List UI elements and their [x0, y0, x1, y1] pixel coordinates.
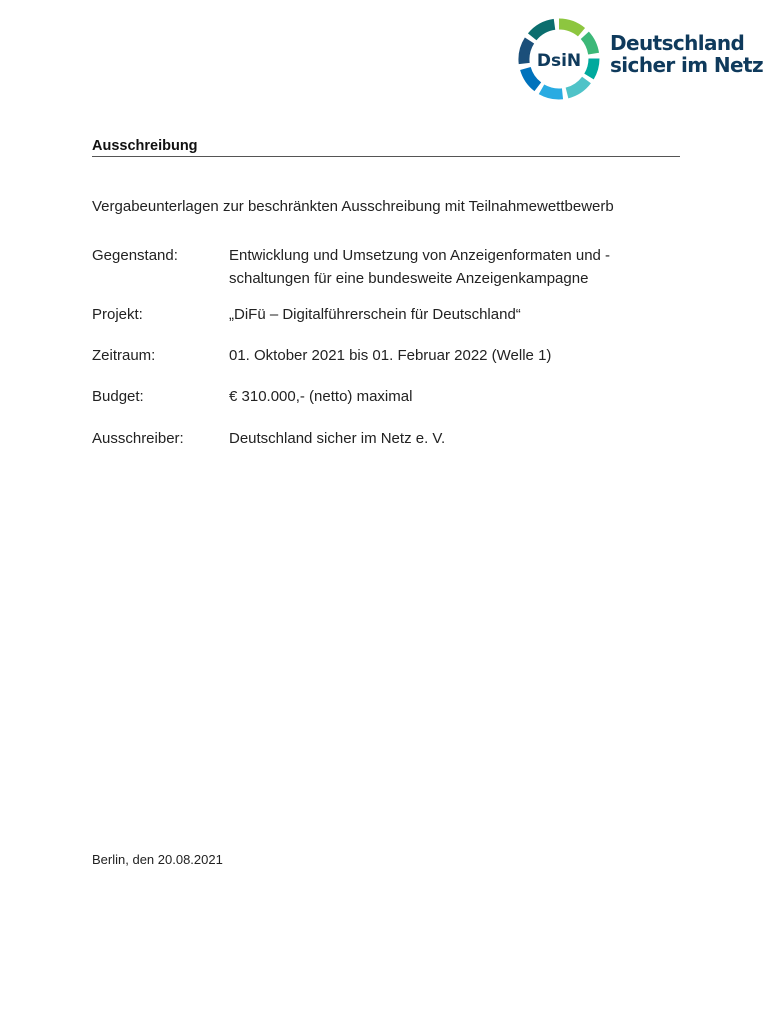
detail-label: Zeitraum:: [92, 347, 156, 364]
dsin-ring-icon: [518, 18, 600, 100]
detail-label: Ausschreiber:: [92, 430, 184, 447]
logo-wordmark: [610, 31, 764, 77]
logo-line-1: Deutschland: [610, 31, 745, 55]
detail-value: € 310.000,- (netto) maximal: [229, 388, 413, 405]
detail-value: 01. Oktober 2021 bis 01. Februar 2022 (Welle 1): [229, 347, 552, 364]
detail-value-line-1: Entwicklung und Umsetzung von Anzeigenformaten und -: [229, 247, 611, 264]
detail-value-line-2: schaltungen für eine bundesweite Anzeigenkampagne: [229, 270, 589, 287]
detail-value: [229, 244, 669, 290]
detail-value: Deutschland sicher im Netz e. V.: [229, 430, 446, 447]
detail-value: „DiFü – Digitalführerschein für Deutschland“: [229, 306, 521, 323]
page-title: Ausschreibung: [92, 138, 680, 157]
document-subtitle: Vergabeunterlagen zur beschränkten Ausschreibung mit Teilnahmewettbewerb: [92, 198, 614, 215]
detail-label: Gegenstand:: [92, 247, 178, 264]
logo-line-2: sicher im Netz: [610, 53, 764, 77]
detail-label: Projekt:: [92, 306, 143, 323]
dsin-logo: [518, 18, 764, 100]
logo-abbr: DsiN: [536, 51, 582, 71]
detail-label: Budget:: [92, 388, 144, 405]
place-and-date: Berlin, den 20.08.2021: [92, 852, 223, 867]
